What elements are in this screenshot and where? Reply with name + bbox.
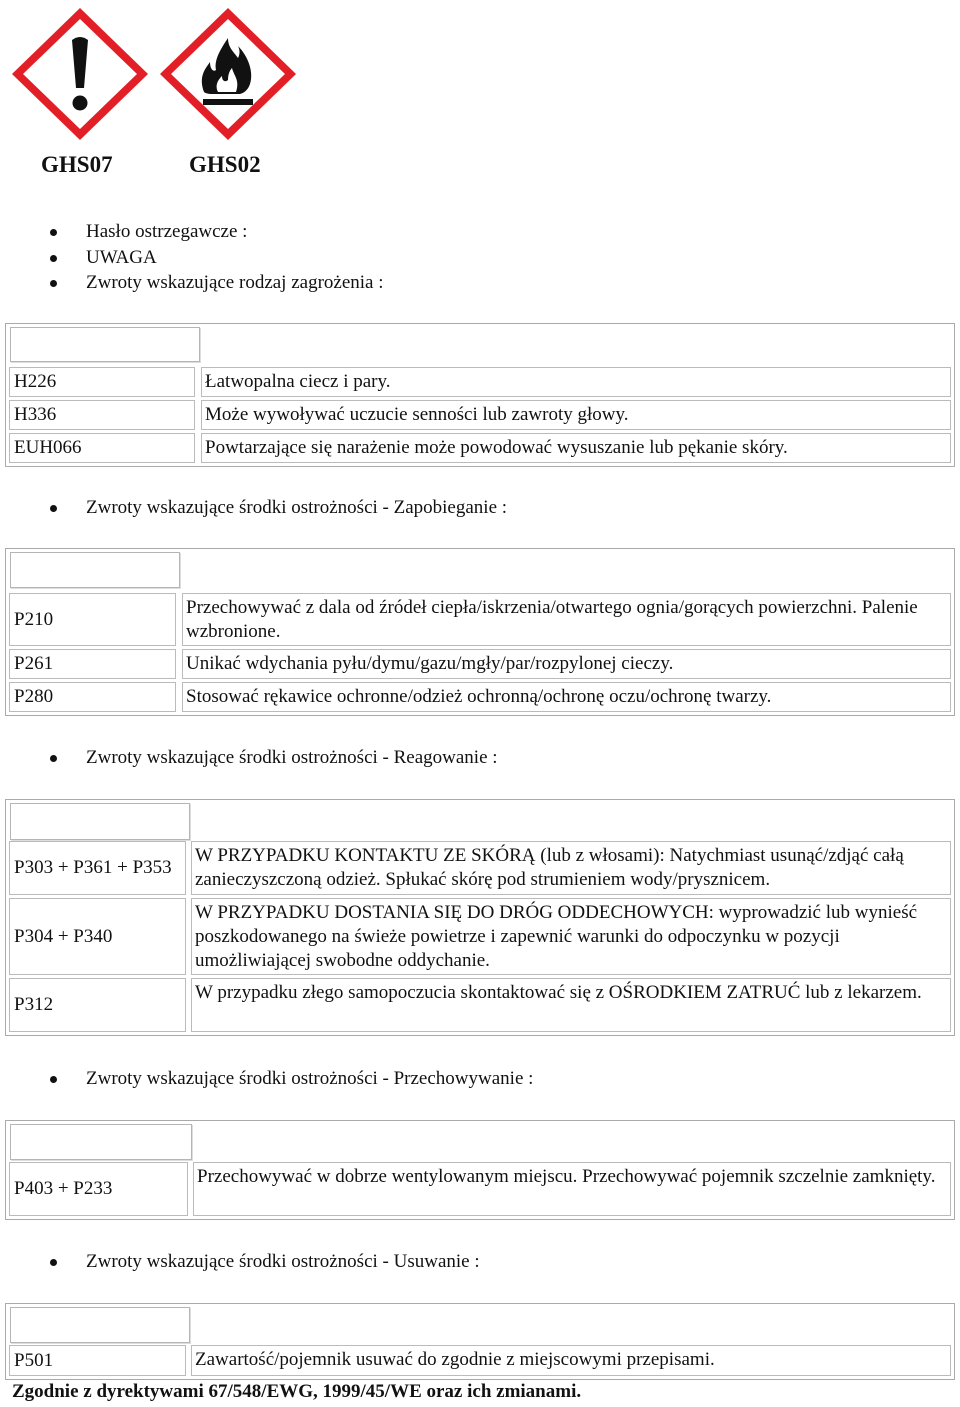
table-header-cell (10, 327, 200, 362)
ghs07-exclamation-pictogram (10, 6, 150, 142)
table-row (6, 649, 954, 679)
table-row (6, 593, 954, 646)
table-header-cell (10, 1307, 190, 1343)
table-row (6, 400, 954, 430)
table-header-cell (10, 803, 190, 840)
disposal-heading-list (0, 1249, 480, 1275)
hazard-statements-table (5, 323, 955, 467)
hazard-text: Powtarzające się narażenie może powodować wysuszanie lub pękanie skóry. (205, 437, 788, 458)
prevention-table (5, 548, 955, 716)
pictogram-code-ghs07: GHS07 (41, 152, 113, 177)
response-heading-list (0, 745, 498, 771)
list-item: Zwroty wskazujące rodzaj zagrożenia : (0, 270, 384, 296)
precaution-text: W PRZYPADKU KONTAKTU ZE SKÓRĄ (lub z włosami): Natychmiast usunąć/zdjąć całą zanieczyszczoną odzież. Spłukać skórę pod strumieniem wody/prysznicem. (195, 845, 904, 890)
precaution-code: P304 + P340 (14, 925, 113, 947)
precaution-code: P403 + P233 (14, 1178, 113, 1199)
pictogram-code-ghs02: GHS02 (189, 152, 261, 177)
table-row (6, 433, 954, 463)
list-item: Zwroty wskazujące środki ostrożności - Reagowanie : (0, 745, 498, 771)
hazard-text: Łatwopalna ciecz i pary. (205, 371, 391, 392)
ghs02-flame-pictogram (158, 6, 298, 142)
disposal-table (5, 1303, 955, 1380)
table-row (6, 682, 954, 712)
list-item: Hasło ostrzegawcze : (0, 219, 384, 245)
table-row (6, 1345, 954, 1376)
precaution-text: Stosować rękawice ochronne/odzież ochronną/ochronę oczu/ochronę twarzy. (186, 686, 772, 707)
list-item: UWAGA (0, 245, 384, 271)
hazard-code: H226 (14, 371, 57, 392)
precaution-text: Unikać wdychania pyłu/dymu/gazu/mgły/par/rozpylonej cieczy. (186, 653, 674, 674)
table-row (6, 978, 954, 1032)
hazard-code: EUH066 (14, 437, 82, 458)
signal-word-list (0, 219, 384, 296)
storage-heading-list (0, 1066, 533, 1092)
list-item: Zwroty wskazujące środki ostrożności - Przechowywanie : (0, 1066, 533, 1092)
table-header-cell (10, 552, 180, 588)
precaution-code: P261 (14, 653, 54, 674)
table-row (6, 367, 954, 397)
table-row (6, 1162, 954, 1216)
directive-footer: Zgodnie z dyrektywami 67/548/EWG, 1999/45/WE oraz ich zmianami. (12, 1381, 582, 1402)
hazard-code: H336 (14, 404, 57, 425)
precaution-code: P303 + P361 + P353 (14, 857, 172, 878)
list-item: Zwroty wskazujące środki ostrożności - Zapobieganie : (0, 495, 507, 521)
storage-table (5, 1120, 955, 1220)
table-row (6, 898, 954, 975)
table-row (6, 841, 954, 895)
prevention-heading-list (0, 495, 507, 521)
table-header-cell (10, 1124, 192, 1160)
precaution-text: Przechowywać z dala od źródeł ciepła/iskrzenia/otwartego ognia/gorących powierzchni. Palenie wzbronione. (186, 597, 918, 642)
precaution-text: W przypadku złego samopoczucia skontaktować się z OŚRODKIEM ZATRUĆ lub z lekarzem. (195, 982, 922, 1003)
precaution-code: P501 (14, 1349, 54, 1371)
precaution-text: Zawartość/pojemnik usuwać do zgodnie z miejscowymi przepisami. (195, 1349, 715, 1370)
response-table (5, 799, 955, 1036)
precaution-code: P280 (14, 686, 54, 707)
list-item: Zwroty wskazujące środki ostrożności - Usuwanie : (0, 1249, 480, 1275)
hazard-text: Może wywoływać uczucie senności lub zawroty głowy. (205, 404, 629, 425)
precaution-text: Przechowywać w dobrze wentylowanym miejscu. Przechowywać pojemnik szczelnie zamknięty. (197, 1166, 936, 1187)
precaution-code: P210 (14, 608, 54, 630)
precaution-code: P312 (14, 994, 54, 1015)
precaution-text: W PRZYPADKU DOSTANIA SIĘ DO DRÓG ODDECHOWYCH: wyprowadzić lub wynieść poszkodowanego na świeże powietrze i zapewnić warunki do odpoczynku w pozycji umożliwiającej swobodne oddychanie. (195, 902, 918, 971)
